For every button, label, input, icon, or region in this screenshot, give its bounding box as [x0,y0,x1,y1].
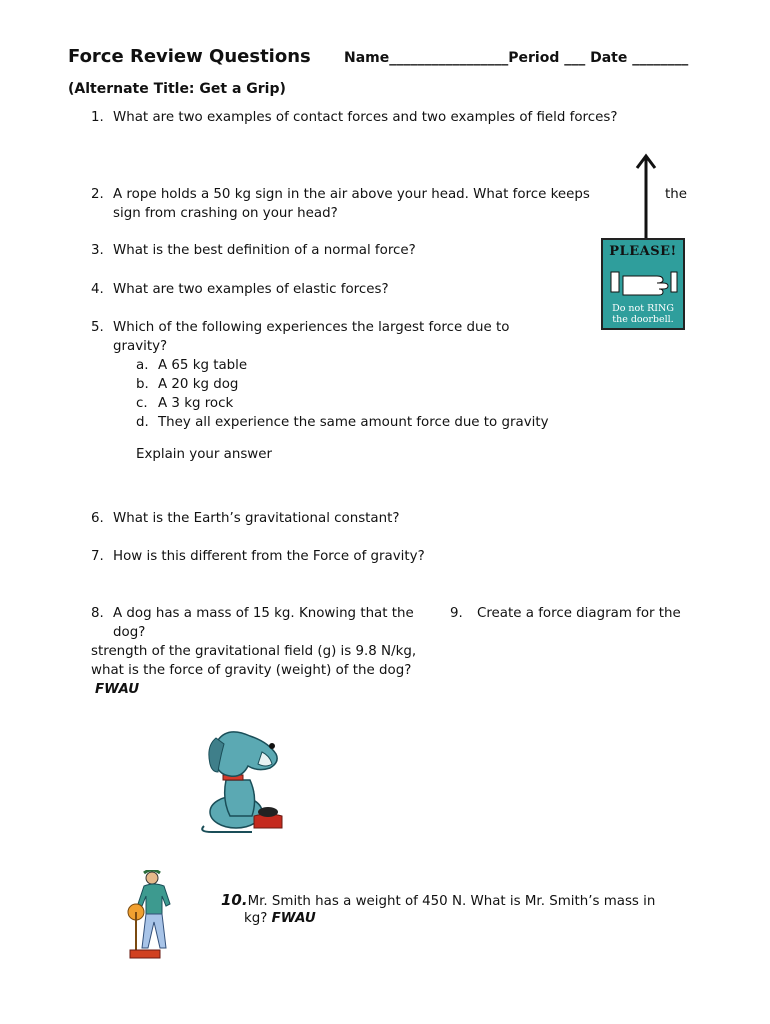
option-a: a. A 65 kg table [136,358,248,373]
sign-text: Do not RING the doorbell. [612,303,674,325]
sign-title: PLEASE! [609,244,677,259]
dog-illustration [196,730,286,835]
name-period-date-line: Name_________________Period ___ Date ________ [344,50,689,66]
alternate-title: (Alternate Title: Get a Grip) [68,81,286,97]
question-8-line-4: what is the force of gravity (weight) of the dog? [91,663,412,678]
question-10-line-2: kg? FWAU [244,911,316,926]
question-2-line-1: 2. A rope holds a 50 kg sign in the air above your head. What force keeps [91,187,590,202]
question-10-line-1: 10.Mr. Smith has a weight of 450 N. What is Mr. Smith’s mass in [221,891,656,909]
option-b: b. A 20 kg dog [136,377,239,392]
question-2-the-word: the [665,187,687,202]
question-8-line-1: 8. A dog has a mass of 15 kg. Knowing that the [91,606,414,621]
question-2-line-2: sign from crashing on your head? [113,206,338,221]
question-3: 3. What is the best definition of a normal force? [91,243,416,258]
explain-answer: Explain your answer [136,447,273,462]
please-sign [601,238,685,330]
question-7: 7. How is this different from the Force of gravity? [91,549,425,564]
question-8-fwau: FWAU [95,682,140,697]
option-d: d. They all experience the same amount force due to gravity [136,415,549,430]
page-title: Force Review Questions [68,46,311,67]
question-8-line-2: dog? [113,625,146,640]
pointing-hand-icon [609,266,679,300]
rope-arrow [634,150,658,250]
question-5-line-1: 5. Which of the following experiences the largest force due to [91,320,510,335]
man-on-scale-illustration [126,870,184,962]
option-c: c. A 3 kg rock [136,396,234,411]
question-1: 1. What are two examples of contact forces and two examples of field forces? [91,110,618,125]
question-6: 6. What is the Earth’s gravitational constant? [91,511,400,526]
question-4: 4. What are two examples of elastic forces? [91,282,389,297]
question-9: 9. Create a force diagram for the [450,606,681,621]
question-5-line-2: gravity? [113,339,168,354]
question-8-line-3: strength of the gravitational field (g) is 9.8 N/kg, [91,644,417,659]
